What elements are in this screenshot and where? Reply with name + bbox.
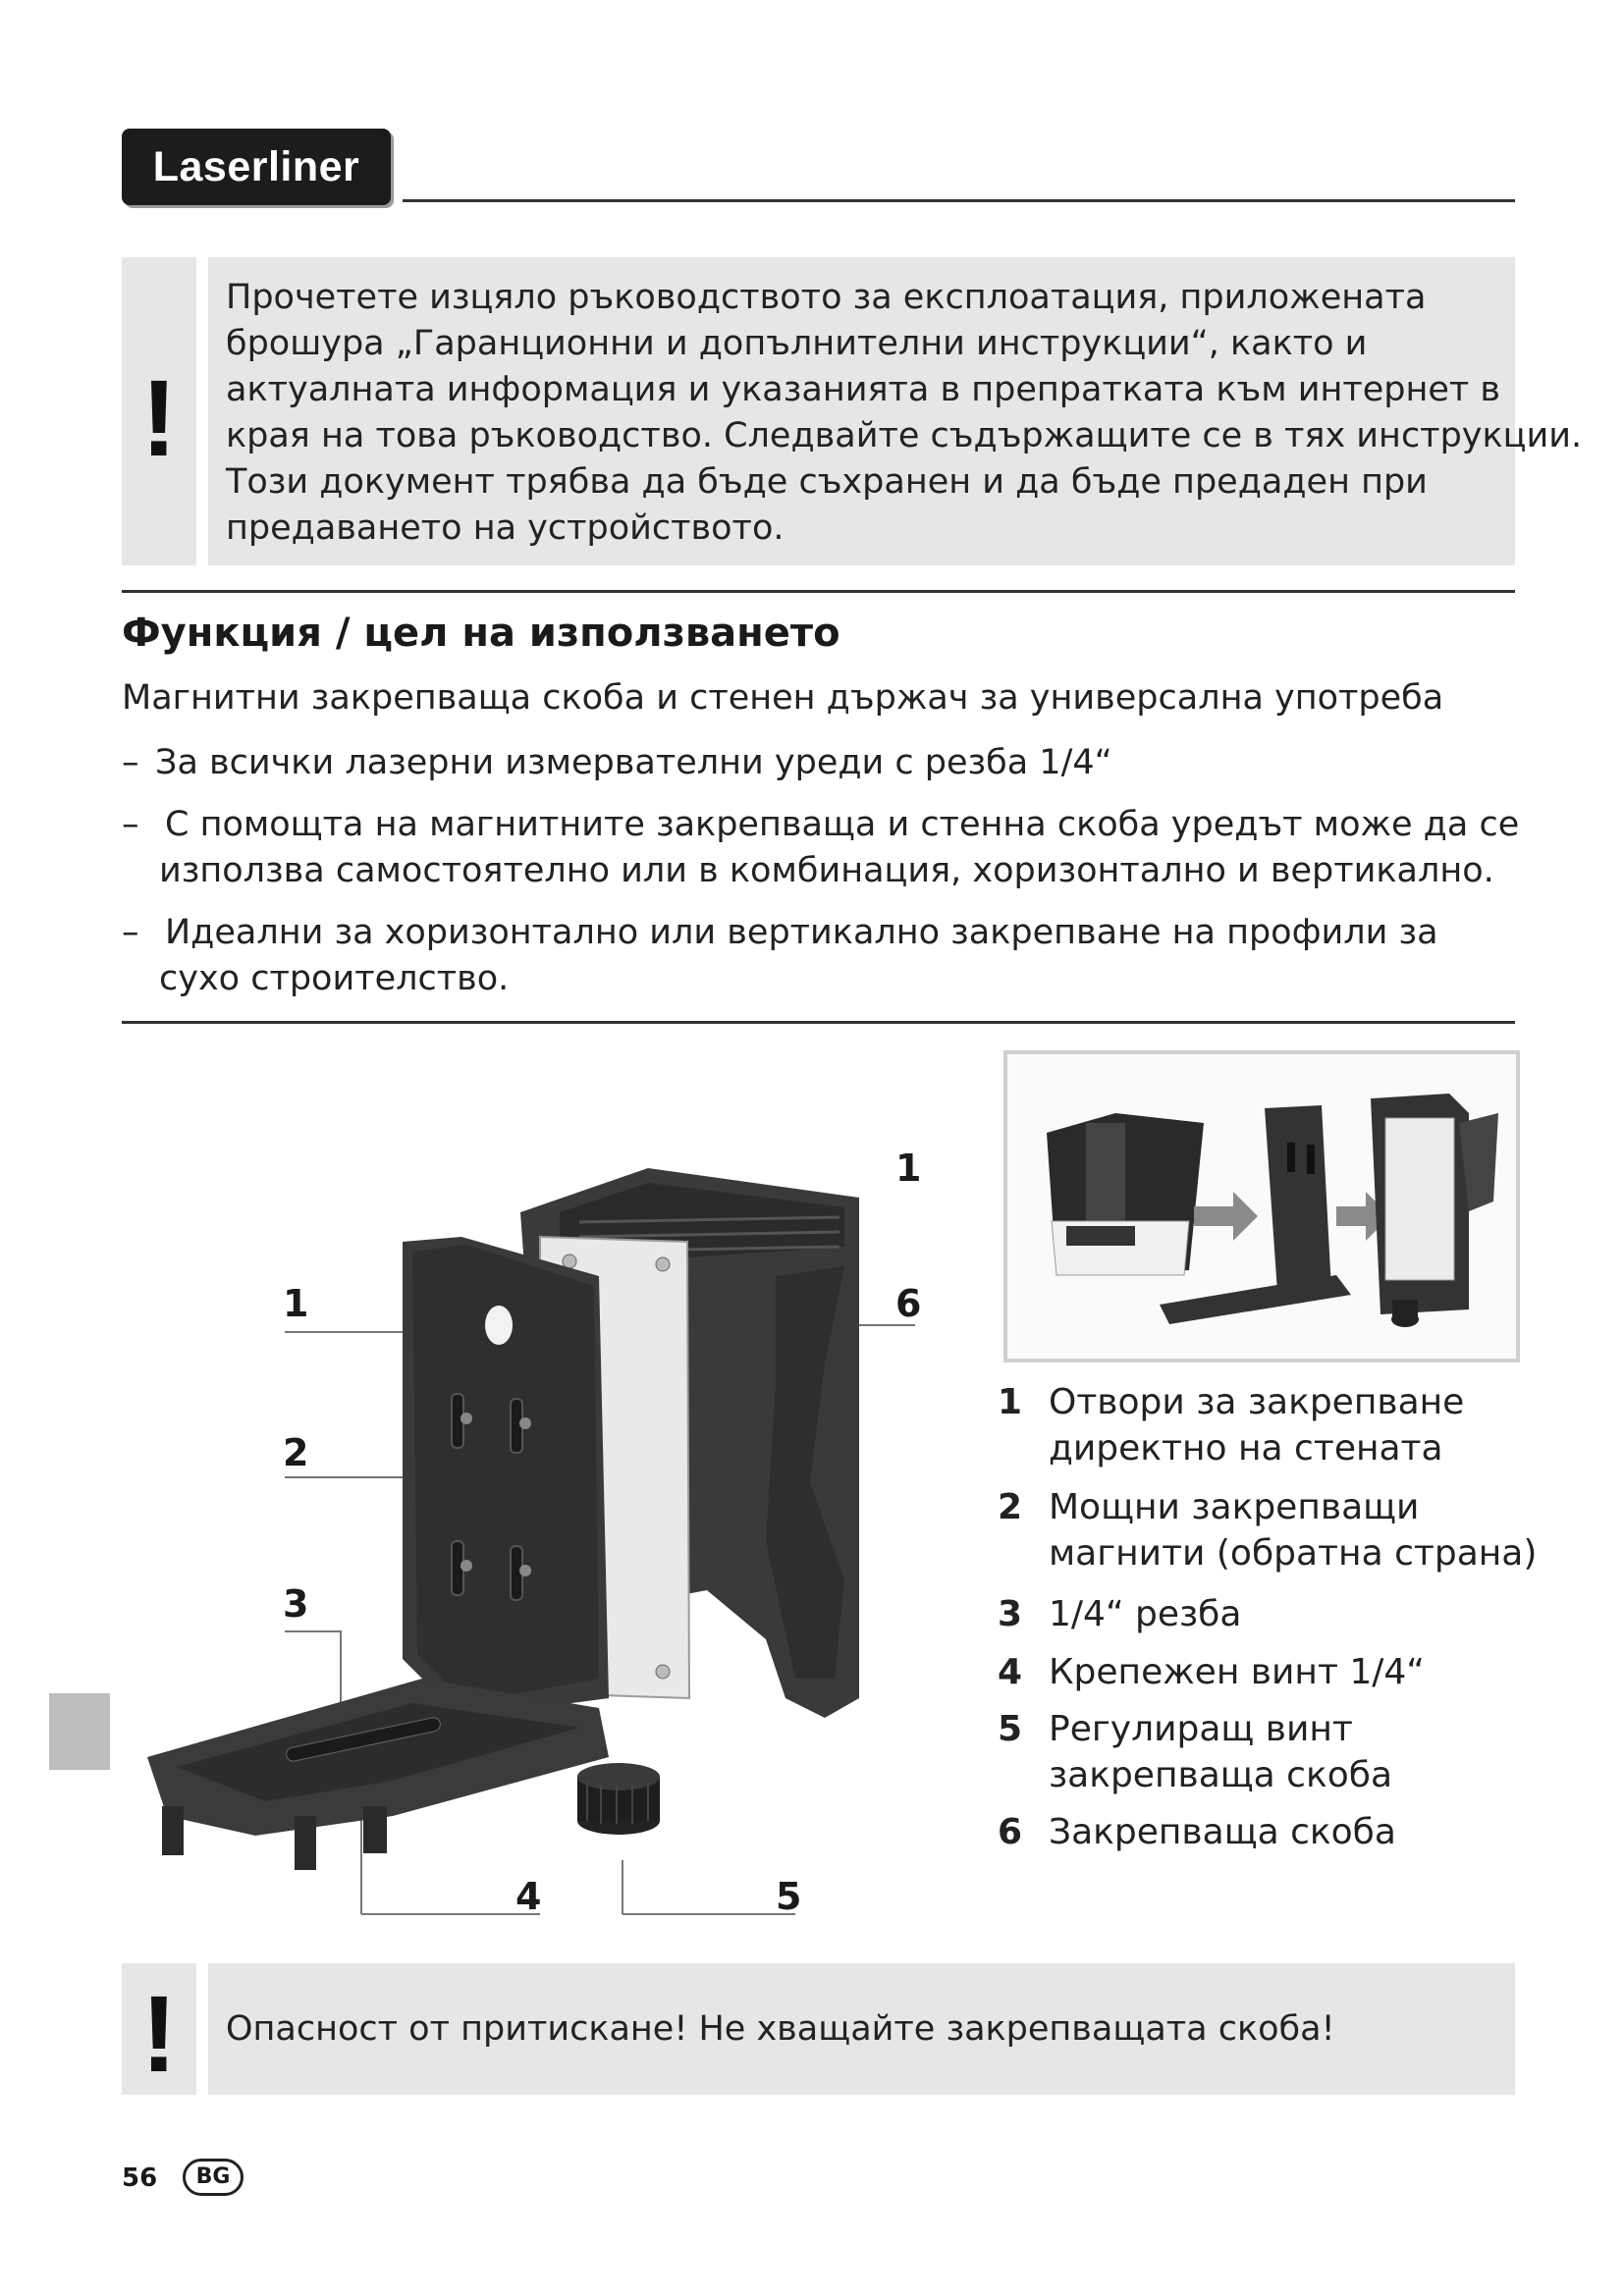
figure-callout-4: 4 — [515, 1875, 542, 1918]
bullet-dash: – — [122, 743, 139, 782]
bullet-text: Идеални за хоризонтално или вертикално закрепване на профили за — [165, 913, 1438, 952]
legend-text — [1049, 1649, 1425, 1695]
figure-callout-5: 5 — [776, 1875, 802, 1918]
warning-line: края на това ръководство. Следвайте съдържащите се в тях инструкции. — [226, 416, 1583, 455]
legend-line: закрепваща скоба — [1049, 1755, 1392, 1795]
danger-note-text: Опасност от притискане! Не хващайте закрепващата скоба! — [226, 2009, 1335, 2049]
legend-line: Регулиращ винт — [1049, 1709, 1353, 1749]
legend-line: Отвори за закрепване — [1049, 1382, 1465, 1422]
legend-number: 5 — [998, 1709, 1023, 1749]
section-title: Функция / цел на използването — [122, 611, 840, 656]
legend-line: Мощни закрепващи — [1049, 1487, 1420, 1527]
bullet-item — [122, 740, 1496, 786]
warning-line: Прочетете изцяло ръководството за експлоатация, приложената — [226, 278, 1427, 317]
section-rule-bottom — [122, 1021, 1515, 1024]
bullet-item — [122, 802, 1520, 894]
bullet-text: С помощта на магнитните закрепваща и стенна скоба уредът може да се — [165, 805, 1520, 844]
laserliner-logo: Laserliner — [122, 129, 391, 205]
chapter-tab — [49, 1693, 110, 1770]
header-rule — [403, 199, 1515, 202]
figure-callout-1-top: 1 — [895, 1147, 922, 1190]
bullet-text: използва самостоятелно или в комбинация, хоризонтално и вертикално. — [159, 851, 1494, 890]
bullet-dash: – — [122, 805, 139, 844]
legend-number: 4 — [998, 1652, 1023, 1692]
danger-exclamation-icon: ! — [140, 1974, 178, 2095]
legend-number: 3 — [998, 1594, 1023, 1634]
legend-text — [1049, 1706, 1392, 1798]
legend-text — [1049, 1379, 1464, 1471]
bullet-dash: – — [122, 913, 139, 952]
section-intro: Магнитни закрепваща скоба и стенен държач за универсална употреба — [122, 678, 1444, 718]
section-rule-top — [122, 590, 1515, 593]
legend-text — [1049, 1484, 1537, 1576]
legend-line: директно на стената — [1049, 1428, 1443, 1468]
bullet-text: За всички лазерни измервателни уреди с резба 1/4“ — [155, 743, 1112, 782]
figure-callout-6: 6 — [895, 1282, 922, 1325]
bullet-text: сухо строителство. — [159, 959, 510, 998]
figure-callout-2: 2 — [283, 1431, 309, 1474]
figure-callout-1-left: 1 — [283, 1282, 309, 1325]
legend-text — [1049, 1591, 1241, 1637]
language-badge: BG — [183, 2159, 244, 2196]
legend-text — [1049, 1809, 1396, 1855]
combination-photo — [1007, 1054, 1516, 1359]
legend-number: 2 — [998, 1487, 1023, 1527]
bracket-illustration — [137, 1129, 923, 1944]
warning-line: актуалната информация и указанията в препратката към интернет в — [226, 370, 1501, 409]
combination-photo-frame — [1003, 1050, 1520, 1362]
warning-exclamation-icon: ! — [140, 358, 178, 479]
page-number: 56 — [122, 2163, 158, 2193]
warning-note — [208, 257, 1583, 565]
warning-line: предаването на устройството. — [226, 508, 785, 548]
legend-line: 1/4“ резба — [1049, 1594, 1242, 1634]
warning-note-text — [226, 275, 1583, 552]
legend-line: Крепежен винт 1/4“ — [1049, 1652, 1425, 1692]
bullet-item — [122, 910, 1496, 1002]
figure-callout-3: 3 — [283, 1582, 309, 1626]
legend-line: магнити (обратна страна) — [1049, 1533, 1538, 1574]
legend-line: Закрепваща скоба — [1049, 1812, 1396, 1852]
danger-note — [208, 1963, 1515, 2095]
warning-line: Този документ трябва да бъде съхранен и да бъде предаден при — [226, 462, 1428, 502]
warning-line: брошура „Гаранционни и допълнителни инструкции“, както и — [226, 324, 1368, 363]
legend-number: 1 — [998, 1382, 1023, 1422]
legend-number: 6 — [998, 1812, 1023, 1852]
